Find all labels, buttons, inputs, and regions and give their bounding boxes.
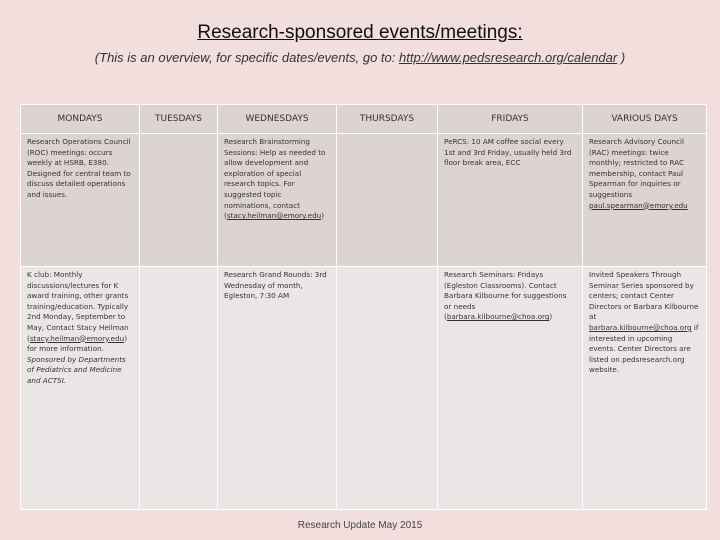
email-link-barbara[interactable]: barbara.kilbourne@choa.org [589, 322, 692, 332]
header-fridays: FRIDAYS [438, 105, 583, 134]
cell-friday-seminars [438, 267, 583, 510]
cell-thursday-empty [337, 267, 438, 510]
cell-various-rac [583, 134, 707, 267]
subtitle-prefix: (This is an overview, for specific dates/events, go to: [94, 50, 399, 65]
header-wednesdays: WEDNESDAYS [218, 105, 337, 134]
cell-wednesday-grand-rounds: Research Grand Rounds: 3rd Wednesday of month, Egleston, 7:30 AM [218, 267, 337, 510]
cell-various-speakers [583, 267, 707, 510]
header-row [21, 105, 707, 134]
rac-text: Research Advisory Council (RAC) meetings: twice monthly; restricted to RAC membership, contact Paul Spearman for inquiries or suggestions [589, 137, 685, 199]
header-mondays: MONDAYS [21, 105, 140, 134]
cell-monday-kclub [21, 267, 140, 510]
subtitle [0, 50, 720, 65]
kclub-sponsor: Sponsored by Departments of Pediatrics and Medicine and ACTSI. [27, 354, 126, 385]
brainstorm-close: ) [321, 211, 325, 221]
table-row [21, 267, 707, 510]
page-title: Research-sponsored events/meetings: [197, 22, 523, 43]
seminars-close: ) [549, 312, 553, 322]
header-various-days: VARIOUS DAYS [583, 105, 707, 134]
speakers-text: Invited Speakers Through Seminar Series sponsored by centers; contact Center Directors or Barbara Kilbourne at [589, 270, 699, 322]
email-link-stacy[interactable]: stacy.heilman@emory.edu [29, 333, 125, 343]
kclub-after: ) for more information. [27, 333, 128, 354]
subtitle-suffix: ) [617, 50, 626, 65]
header-thursdays: THURSDAYS [337, 105, 438, 134]
brainstorm-text: Research Brainstorming Sessions: Help as needed to allow development and exploration of special research topics. For suggested topic nominations, contact ( [224, 137, 326, 221]
email-link-stacy[interactable]: stacy.heilman@emory.edu [226, 211, 322, 221]
schedule-table [20, 104, 707, 510]
header-tuesdays: TUESDAYS [140, 105, 218, 134]
cell-tuesday-empty [140, 134, 218, 267]
cell-friday-percs: PeRCS: 10 AM coffee social every 1st and 3rd Friday, usually held 3rd floor break area, ECC [438, 134, 583, 267]
footer-text: Research Update May 2015 [297, 520, 423, 531]
email-link-paul[interactable]: paul.spearman@emory.edu [589, 200, 688, 210]
kclub-text: K club: Monthly discussions/lectures for K award training, other grants training/education. Typically 2nd Monday, September to May, Contact Stacy Heilman ( [27, 270, 129, 343]
cell-monday-roc: Research Operations Council (ROC) meetings: occurs weekly at HSRB, E380. Designed for central team to discuss detailed operations and issues. [21, 134, 140, 267]
cell-thursday-empty [337, 134, 438, 267]
email-link-barbara[interactable]: barbara.kilbourne@choa.org [446, 312, 550, 322]
cell-wednesday-brainstorm [218, 134, 337, 267]
seminars-text: Research Seminars: Fridays (Egleston Classrooms). Contact Barbara Kilbourne for suggestions or needs ( [444, 270, 567, 322]
speakers-after: if interested in upcoming events. Center Directors are listed on pedsresearch.org website. [589, 322, 699, 375]
calendar-link[interactable]: http://www.pedsresearch.org/calendar [399, 50, 618, 65]
table-row [21, 134, 707, 267]
cell-tuesday-empty [140, 267, 218, 510]
